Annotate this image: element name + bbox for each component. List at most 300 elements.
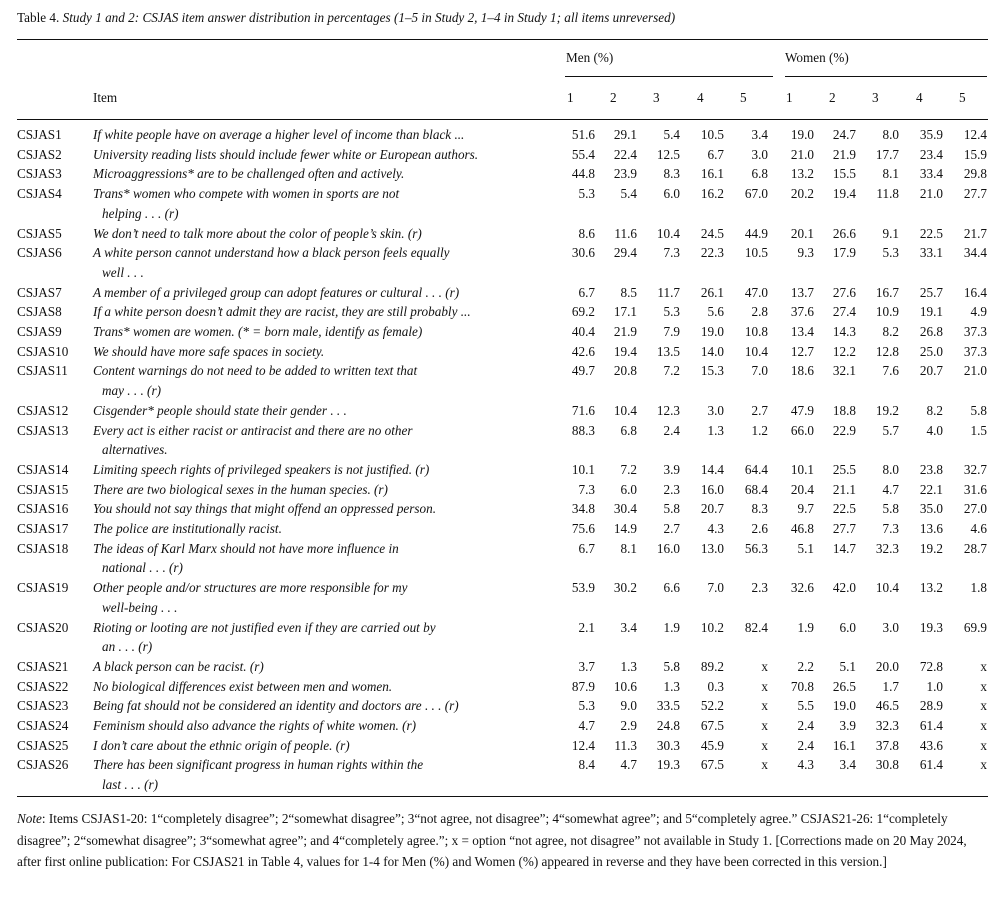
men-value-4: 10.2	[700, 619, 724, 635]
men-value-2: 10.4	[613, 402, 637, 418]
men-value-1: 34.8	[571, 501, 595, 517]
women-value-2: 26.5	[832, 678, 856, 694]
women-value-3: 37.8	[875, 737, 899, 753]
men-value-2: 14.9	[613, 521, 637, 536]
women-value-3: 10.4	[875, 580, 899, 596]
men-value-1: 42.6	[571, 343, 595, 359]
men-value-5: 1.2	[751, 422, 768, 438]
women-value-5: 27.0	[963, 501, 987, 517]
men-value-2: 21.9	[613, 324, 637, 339]
item-text-line: Other people and/or structures are more responsible for my	[93, 580, 408, 596]
men-value-1: 6.7	[578, 284, 595, 300]
women-value-5: 27.7	[963, 186, 987, 202]
men-value-5: 64.4	[744, 461, 768, 477]
men-value-4: 4.3	[707, 521, 724, 536]
men-value-4: 3.0	[707, 402, 724, 418]
men-value-4: 5.6	[707, 304, 724, 320]
item-text-line: Feminism should also advance the rights of white women. (r)	[93, 718, 417, 733]
table-caption	[17, 9, 987, 27]
women-value-3: 11.8	[876, 186, 899, 202]
women-value-5: x	[980, 718, 987, 733]
item-text-line: There are two biological sexes in the human species. (r)	[93, 481, 388, 497]
men-col-4-header: 4	[697, 90, 704, 105]
women-value-2: 14.3	[832, 324, 856, 339]
women-value-1: 2.4	[797, 737, 814, 753]
women-value-1: 19.0	[790, 127, 814, 142]
women-value-1: 2.2	[797, 658, 814, 674]
item-text-line: Limiting speech rights of privileged speakers is not justified. (r)	[93, 461, 430, 477]
women-value-5: 28.7	[963, 540, 987, 556]
women-col-2-header: 2	[829, 90, 836, 105]
item-text	[93, 696, 553, 716]
men-col-5-header: 5	[740, 90, 747, 105]
men-value-5: 10.5	[744, 245, 768, 261]
women-value-5: 69.9	[963, 619, 987, 635]
item-code: CSJAS13	[17, 422, 69, 438]
men-value-5: 44.9	[744, 225, 768, 241]
men-value-3: 7.3	[663, 245, 680, 261]
header-rule	[17, 119, 988, 120]
women-value-2: 19.0	[832, 698, 856, 714]
men-value-4: 6.7	[707, 146, 724, 162]
item-text-line: Content warnings do not need to be added to written text that	[93, 363, 418, 379]
women-value-1: 2.4	[797, 718, 814, 733]
women-value-4: 19.3	[919, 619, 943, 635]
women-value-5: 4.9	[970, 304, 987, 320]
men-value-3: 1.3	[663, 678, 680, 694]
men-col-1-header: 1	[567, 90, 574, 105]
men-value-5: 8.3	[751, 501, 768, 517]
men-value-4: 13.0	[700, 540, 724, 556]
men-value-2: 6.0	[620, 481, 637, 497]
men-value-2: 11.6	[614, 225, 637, 241]
women-value-4: 21.0	[919, 186, 943, 202]
men-value-2: 23.9	[613, 166, 637, 182]
women-value-1: 4.3	[797, 757, 814, 773]
women-value-3: 5.8	[882, 501, 899, 517]
women-value-2: 22.5	[832, 501, 856, 517]
item-code: CSJAS24	[17, 718, 69, 733]
item-code: CSJAS21	[17, 658, 69, 674]
men-value-3: 2.7	[663, 521, 680, 536]
women-value-4: 19.1	[919, 304, 943, 320]
men-value-1: 10.1	[571, 461, 595, 477]
men-value-3: 19.3	[656, 757, 680, 773]
item-text-line: Rioting or looting are not justified even if they are carried out by	[93, 619, 436, 635]
women-value-4: 33.1	[919, 245, 943, 261]
item-text-continuation: national . . . (r)	[102, 560, 183, 576]
item-code: CSJAS17	[17, 521, 69, 536]
women-value-5: 29.8	[963, 166, 987, 182]
women-col-5-header: 5	[959, 90, 966, 105]
men-value-1: 5.3	[578, 186, 595, 202]
women-value-4: 1.0	[926, 678, 943, 694]
men-value-5: 10.8	[744, 324, 768, 339]
women-value-4: 26.8	[919, 324, 943, 339]
women-value-3: 12.8	[875, 343, 899, 359]
item-code: CSJAS20	[17, 619, 69, 635]
men-value-3: 7.2	[663, 363, 680, 379]
item-text-line: We don’t need to talk more about the color of people’s skin. (r)	[93, 225, 422, 241]
men-value-5: 68.4	[744, 481, 768, 497]
item-text	[93, 460, 553, 480]
item-code: CSJAS16	[17, 501, 69, 517]
men-value-3: 5.8	[663, 501, 680, 517]
women-value-5: 31.6	[963, 481, 987, 497]
women-value-1: 1.9	[797, 619, 814, 635]
men-value-2: 22.4	[613, 146, 637, 162]
men-value-3: 6.0	[663, 186, 680, 202]
item-text	[93, 243, 553, 282]
men-value-1: 71.6	[571, 402, 595, 418]
men-col-3-header: 3	[653, 90, 660, 105]
item-code: CSJAS25	[17, 737, 69, 753]
item-code: CSJAS23	[17, 698, 69, 714]
item-text-line: University reading lists should include fewer white or European authors.	[93, 146, 479, 162]
men-value-5: 10.4	[744, 343, 768, 359]
women-value-5: 37.3	[963, 343, 987, 359]
item-text-line: A white person cannot understand how a black person feels equally	[93, 245, 450, 261]
item-text-line: There has been significant progress in human rights within the	[93, 757, 424, 773]
item-text	[93, 578, 553, 617]
women-value-2: 6.0	[839, 619, 856, 635]
item-text-line: Trans* women who compete with women in sports are not	[93, 186, 400, 202]
item-text	[93, 283, 553, 303]
women-value-2: 19.4	[832, 186, 856, 202]
men-value-2: 1.3	[620, 658, 637, 674]
women-value-1: 12.7	[790, 343, 814, 359]
men-value-5: 6.8	[751, 166, 768, 182]
women-value-4: 4.0	[926, 422, 943, 438]
women-value-3: 32.3	[875, 540, 899, 556]
women-value-1: 21.0	[790, 146, 814, 162]
women-value-2: 24.7	[832, 127, 856, 142]
item-code: CSJAS7	[17, 284, 62, 300]
men-value-1: 49.7	[571, 363, 595, 379]
women-group-header: Women (%)	[785, 50, 849, 65]
men-value-5: 47.0	[744, 284, 768, 300]
women-value-4: 43.6	[919, 737, 943, 753]
men-value-4: 24.5	[700, 225, 724, 241]
men-value-3: 5.3	[663, 304, 680, 320]
men-value-1: 88.3	[571, 422, 595, 438]
women-value-2: 21.1	[832, 481, 856, 497]
women-value-5: 4.6	[970, 521, 987, 536]
men-value-1: 4.7	[578, 718, 595, 733]
men-value-4: 7.0	[707, 580, 724, 596]
women-value-3: 9.1	[882, 225, 899, 241]
men-value-3: 12.3	[656, 402, 680, 418]
item-text-line: Being fat should not be considered an identity and doctors are . . . (r)	[93, 698, 459, 714]
women-value-5: 1.5	[970, 422, 987, 438]
item-code: CSJAS19	[17, 580, 69, 596]
item-code: CSJAS1	[17, 127, 62, 142]
item-text-line: A black person can be racist. (r)	[93, 658, 264, 674]
women-value-4: 28.9	[919, 698, 943, 714]
women-value-2: 3.9	[839, 718, 856, 733]
women-value-2: 14.7	[832, 540, 856, 556]
men-value-5: x	[761, 698, 768, 714]
item-code: CSJAS22	[17, 678, 69, 694]
men-value-5: 3.4	[751, 127, 768, 142]
women-value-1: 9.7	[797, 501, 814, 517]
men-value-3: 5.8	[663, 658, 680, 674]
item-text-line: Trans* women are women. (* = born male, identify as female)	[93, 324, 423, 339]
women-value-2: 42.0	[832, 580, 856, 596]
men-value-2: 6.8	[620, 422, 637, 438]
item-code: CSJAS12	[17, 402, 69, 418]
women-value-4: 35.0	[919, 501, 943, 517]
caption-label: Table 4.	[17, 10, 60, 25]
women-value-4: 25.7	[919, 284, 943, 300]
men-value-3: 7.9	[663, 324, 680, 339]
item-code: CSJAS8	[17, 304, 62, 320]
women-value-5: x	[980, 658, 987, 674]
item-code: CSJAS6	[17, 245, 62, 261]
women-value-3: 32.3	[875, 718, 899, 733]
men-value-1: 75.6	[571, 521, 595, 536]
women-value-2: 5.1	[839, 658, 856, 674]
men-col-2-header: 2	[610, 90, 617, 105]
women-value-5: 21.7	[963, 225, 987, 241]
women-value-1: 18.6	[790, 363, 814, 379]
men-value-1: 30.6	[571, 245, 595, 261]
item-text	[93, 322, 553, 342]
women-value-4: 61.4	[919, 757, 943, 773]
women-value-2: 3.4	[839, 757, 856, 773]
men-value-2: 9.0	[620, 698, 637, 714]
women-value-1: 47.9	[790, 402, 814, 418]
women-value-4: 61.4	[919, 718, 943, 733]
item-code: CSJAS9	[17, 324, 62, 339]
men-value-4: 15.3	[700, 363, 724, 379]
item-code: CSJAS5	[17, 225, 62, 241]
item-text	[93, 716, 553, 736]
men-value-5: x	[761, 658, 768, 674]
item-code: CSJAS3	[17, 166, 62, 182]
men-value-3: 16.0	[656, 540, 680, 556]
women-value-2: 12.2	[832, 343, 856, 359]
men-value-1: 87.9	[571, 678, 595, 694]
women-value-4: 13.2	[919, 580, 943, 596]
women-value-3: 30.8	[875, 757, 899, 773]
men-value-2: 5.4	[620, 186, 637, 202]
men-value-1: 12.4	[571, 737, 595, 753]
women-col-4-header: 4	[916, 90, 923, 105]
women-value-2: 22.9	[832, 422, 856, 438]
item-text	[93, 480, 553, 500]
men-group-header: Men (%)	[566, 50, 614, 65]
women-value-3: 4.7	[882, 481, 899, 497]
item-text-line: Every act is either racist or antiracist and there are no other	[93, 422, 413, 438]
women-value-1: 13.7	[790, 284, 814, 300]
item-text	[93, 736, 553, 756]
women-value-2: 25.5	[832, 461, 856, 477]
men-value-3: 13.5	[656, 343, 680, 359]
men-value-2: 10.6	[613, 678, 637, 694]
men-value-4: 1.3	[707, 422, 724, 438]
item-text-continuation: well . . .	[102, 264, 144, 280]
men-value-2: 29.1	[613, 127, 637, 142]
women-value-4: 22.5	[919, 225, 943, 241]
men-value-1: 8.6	[578, 225, 595, 241]
women-value-4: 72.8	[919, 658, 943, 674]
women-value-2: 26.6	[832, 225, 856, 241]
item-code: CSJAS15	[17, 481, 69, 497]
women-value-1: 13.4	[790, 324, 814, 339]
women-value-1: 5.1	[797, 540, 814, 556]
men-value-3: 2.4	[663, 422, 680, 438]
item-text-continuation: an . . . (r)	[102, 639, 153, 655]
women-value-2: 32.1	[832, 363, 856, 379]
table-note	[17, 808, 989, 873]
item-code: CSJAS26	[17, 757, 69, 773]
men-value-2: 2.9	[620, 718, 637, 733]
women-value-2: 27.6	[832, 284, 856, 300]
women-col-3-header: 3	[872, 90, 879, 105]
item-text-line: I don’t care about the ethnic origin of people. (r)	[93, 737, 350, 753]
top-rule	[17, 39, 988, 40]
women-value-5: 16.4	[963, 284, 987, 300]
women-value-4: 33.4	[919, 166, 943, 182]
men-value-3: 8.3	[663, 166, 680, 182]
men-value-3: 33.5	[656, 698, 680, 714]
item-text	[93, 677, 553, 697]
men-value-1: 2.1	[578, 619, 595, 635]
women-value-3: 10.9	[875, 304, 899, 320]
men-value-4: 16.2	[700, 186, 724, 202]
item-text	[93, 519, 553, 539]
women-value-5: x	[980, 737, 987, 753]
women-value-1: 13.2	[790, 166, 814, 182]
women-value-3: 3.0	[882, 619, 899, 635]
men-value-4: 0.3	[707, 678, 724, 694]
women-value-5: 15.9	[963, 146, 987, 162]
men-value-2: 8.1	[620, 540, 637, 556]
women-value-1: 20.1	[790, 225, 814, 241]
men-value-4: 14.0	[700, 343, 724, 359]
item-text	[93, 342, 553, 362]
item-code: CSJAS4	[17, 186, 62, 202]
women-value-2: 18.8	[832, 402, 856, 418]
men-value-5: x	[761, 737, 768, 753]
women-value-3: 8.2	[882, 324, 899, 339]
item-text-continuation: helping . . . (r)	[102, 205, 179, 221]
men-value-2: 30.4	[613, 501, 637, 517]
men-value-1: 69.2	[571, 304, 595, 320]
men-value-1: 7.3	[578, 481, 595, 497]
men-value-2: 17.1	[613, 304, 637, 320]
men-value-1: 5.3	[578, 698, 595, 714]
women-value-3: 5.7	[882, 422, 899, 438]
note-text: : Items CSJAS1-20: 1“completely disagree”; 2“somewhat disagree”; 3“not agree, not disagree”; 4“somewhat agree”; and 5“completely agree.” CSJAS21-26: 1“completely disagree”; 2“somewhat disagree”; 3“somewhat agree”; and 4“completely agree.”; x = option “not agree, not disagree” not available in Study 1. [Corrections made on 20 May 2024, after first online publication: For CSJAS21 in Table 4, values for 1-4 for Men (%) and Women (%) appeared in reverse and they have been corrected in this version.]	[17, 811, 967, 869]
item-text	[93, 539, 553, 578]
women-value-5: 1.8	[970, 580, 987, 596]
item-code: CSJAS2	[17, 146, 62, 162]
women-value-2: 27.7	[832, 521, 856, 536]
women-value-3: 8.1	[882, 166, 899, 182]
men-value-1: 55.4	[571, 146, 595, 162]
women-value-3: 8.0	[882, 461, 899, 477]
women-value-4: 13.6	[919, 521, 943, 536]
men-value-3: 6.6	[663, 580, 680, 596]
women-value-3: 7.6	[882, 363, 899, 379]
women-value-4: 35.9	[919, 127, 943, 142]
item-text	[93, 125, 553, 145]
women-value-2: 16.1	[832, 737, 856, 753]
women-value-4: 22.1	[919, 481, 943, 497]
item-text	[93, 224, 553, 244]
women-value-3: 17.7	[875, 146, 899, 162]
women-value-1: 66.0	[790, 422, 814, 438]
women-value-3: 16.7	[875, 284, 899, 300]
men-value-4: 10.5	[700, 127, 724, 142]
men-value-5: 2.8	[751, 304, 768, 320]
item-text-continuation: last . . . (r)	[102, 777, 159, 793]
men-value-5: 3.0	[751, 146, 768, 162]
women-value-2: 21.9	[832, 146, 856, 162]
women-value-5: 34.4	[963, 245, 987, 261]
men-value-4: 45.9	[700, 737, 724, 753]
women-value-2: 17.9	[832, 245, 856, 261]
men-value-3: 24.8	[656, 718, 680, 733]
men-value-5: 7.0	[751, 363, 768, 379]
women-value-5: x	[980, 757, 987, 773]
men-value-2: 3.4	[620, 619, 637, 635]
women-value-5: x	[980, 678, 987, 694]
women-value-1: 37.6	[790, 304, 814, 320]
men-value-2: 20.8	[613, 363, 637, 379]
bottom-rule	[17, 796, 988, 797]
men-value-4: 20.7	[700, 501, 724, 517]
women-value-1: 20.2	[790, 186, 814, 202]
women-value-5: 32.7	[963, 461, 987, 477]
men-value-2: 7.2	[620, 461, 637, 477]
men-value-5: x	[761, 678, 768, 694]
women-value-3: 20.0	[875, 658, 899, 674]
men-value-5: x	[761, 718, 768, 733]
women-value-1: 10.1	[790, 461, 814, 477]
item-text	[93, 755, 553, 794]
men-value-4: 22.3	[700, 245, 724, 261]
men-value-3: 12.5	[656, 146, 680, 162]
men-value-3: 1.9	[663, 619, 680, 635]
women-value-4: 23.4	[919, 146, 943, 162]
item-text-continuation: well-being . . .	[102, 599, 178, 615]
item-text-line: If white people have on average a higher level of income than black ...	[93, 127, 465, 142]
women-value-4: 8.2	[926, 402, 943, 418]
women-value-4: 23.8	[919, 461, 943, 477]
men-value-3: 2.3	[663, 481, 680, 497]
women-value-1: 20.4	[790, 481, 814, 497]
women-col-1-header: 1	[786, 90, 793, 105]
men-group-rule	[565, 76, 773, 77]
men-value-2: 8.5	[620, 284, 637, 300]
women-value-2: 15.5	[832, 166, 856, 182]
women-value-3: 5.3	[882, 245, 899, 261]
item-text	[93, 145, 553, 165]
men-value-5: 82.4	[744, 619, 768, 635]
women-value-2: 27.4	[832, 304, 856, 320]
item-text	[93, 361, 553, 400]
item-text	[93, 401, 553, 421]
men-value-2: 29.4	[613, 245, 637, 261]
men-value-1: 53.9	[571, 580, 595, 596]
men-value-5: 67.0	[744, 186, 768, 202]
men-value-5: 2.7	[751, 402, 768, 418]
men-value-3: 30.3	[656, 737, 680, 753]
men-value-2: 30.2	[613, 580, 637, 596]
